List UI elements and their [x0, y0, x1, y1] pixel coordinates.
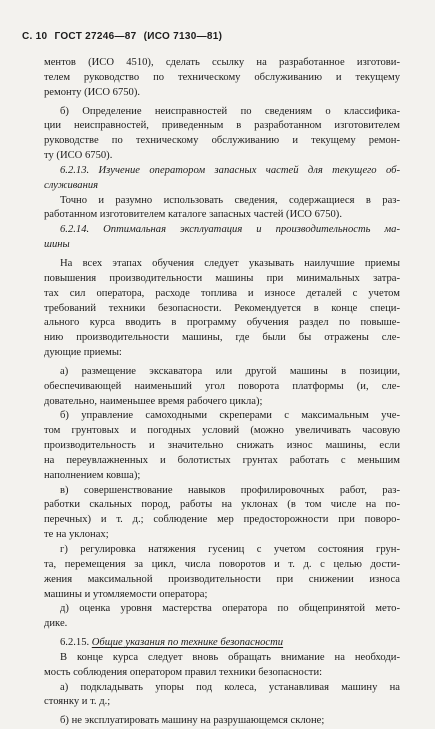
text-line: д) оценка уровня мастерства оператора по общепринятой мето-: [60, 603, 400, 615]
standard-number: ГОСТ 27246—87: [54, 31, 137, 42]
section-title: Общие указания по технике безопасности: [91, 637, 284, 649]
text-line: 6.2.13. Изучение оператором запасных частей для текущего об-: [60, 164, 400, 176]
paragraph: [44, 651, 400, 681]
document-body: [44, 56, 400, 729]
text-line: На всех этапах обучения следует указывать наилучшие приемы: [60, 257, 400, 269]
list-item: [44, 409, 400, 483]
text-line: перечных) и т. д.; соблюдение мер предосторожности при поворо-: [44, 514, 400, 526]
section-heading-6-2-13: [44, 164, 400, 194]
text-line: 6.2.14. Оптимальная эксплуатация и производительность ма-: [60, 224, 400, 236]
list-item: [44, 484, 400, 543]
list-item: [44, 365, 400, 410]
text-line: на переувлажненных и болотистых грунтах работать с меньшим: [44, 454, 400, 466]
text-line: производительность и значительно снижать износ машины, если: [44, 440, 400, 452]
text-line: ции неисправностей, приведенным в разработанном изготовителем: [44, 120, 400, 132]
text-line: стоянку и т. д.;: [44, 696, 111, 708]
paragraph: [44, 194, 400, 224]
text-line: повышения производительности машины при минимальных затра-: [44, 272, 400, 284]
text-line: служивания: [44, 179, 99, 191]
list-item: [44, 714, 400, 729]
section-number: 6.2.15.: [60, 637, 92, 649]
text-line: руководстве по техническому обслуживанию и текущему ремон-: [44, 135, 400, 147]
text-line: б) Определение неисправностей по сведениям о классифика-: [60, 105, 400, 117]
text-line: те на уклонах;: [44, 529, 109, 541]
text-line: работки скальных пород, работы на уклонах (в том числе на по-: [44, 499, 400, 511]
text-line: ального курса вводить в программу обучения раздел по повыше-: [44, 317, 400, 329]
text-line: в) совершенствование навыков профилировочных работ, раз-: [60, 484, 400, 496]
text-line: дующие приемы:: [44, 347, 122, 359]
text-line: шины: [44, 239, 70, 251]
text-line: обеспечивающей наименьший угол поворота платформы (и, сле-: [44, 380, 400, 392]
text-line: машины и утомляемости оператора;: [44, 588, 208, 600]
page-header: [22, 31, 222, 42]
list-item: [44, 543, 400, 602]
text-line: наполнением ковша);: [44, 469, 141, 481]
list-item: [44, 681, 400, 711]
page-number: С. 10: [22, 31, 48, 42]
text-line: том грунтовых и погодных условий (можно увеличивать часовую: [44, 425, 400, 437]
paragraph: [44, 257, 400, 361]
text-line: ремонту (ИСО 6750).: [44, 86, 141, 98]
text-line: [44, 636, 400, 651]
text-line: работанном изготовителем каталоге запасных частей (ИСО 6750).: [44, 209, 342, 221]
text-line: ментов (ИСО 4510), сделать ссылку на разработанное изготови-: [44, 57, 400, 68]
section-heading-6-2-14: [44, 223, 400, 253]
text-line: жения максимальной производительности при снижении износа: [44, 573, 400, 585]
text-line: мость соблюдения оператором правил техники безопасности:: [44, 666, 323, 678]
text-line: г) регулировка натяжения гусениц с учетом состояния грун-: [60, 544, 400, 555]
text-line: дике.: [44, 618, 68, 630]
list-item: [44, 602, 400, 632]
text-line: телем руководство по техническому обслуживанию и текущему: [44, 71, 400, 83]
text-line: довательно, наименьшее время рабочего цикла);: [44, 395, 263, 407]
text-line: нию производительности машины, где были бы отражены сле-: [44, 332, 400, 344]
text-line: Точно и разумно использовать сведения, содержащиеся в раз-: [60, 194, 400, 206]
paragraph: [44, 56, 400, 101]
iso-reference: (ИСО 7130—81): [143, 31, 223, 42]
text-line: требований техники безопасности. Рекомендуется в конце специ-: [44, 302, 400, 314]
section-heading-6-2-15: [44, 636, 400, 651]
text-line: тах сил оператора, расходе топлива и износе деталей с учетом: [44, 287, 400, 299]
text-line: б) не эксплуатировать машину на разрушающемся склоне;: [60, 715, 325, 727]
paragraph: [44, 105, 400, 164]
text-line: В конце курса следует вновь обращать внимание на необходи-: [60, 651, 400, 663]
text-line: та, перемещения за цикл, числа поворотов и т. д. с целью дости-: [44, 558, 400, 570]
text-line: ту (ИСО 6750).: [44, 150, 113, 162]
text-line: а) подкладывать упоры под колеса, устанавливая машину на: [60, 681, 400, 693]
text-line: б) управление самоходными скреперами с максимальным уче-: [60, 410, 400, 422]
text-line: а) размещение экскаватора или другой машины в позиции,: [60, 365, 400, 377]
